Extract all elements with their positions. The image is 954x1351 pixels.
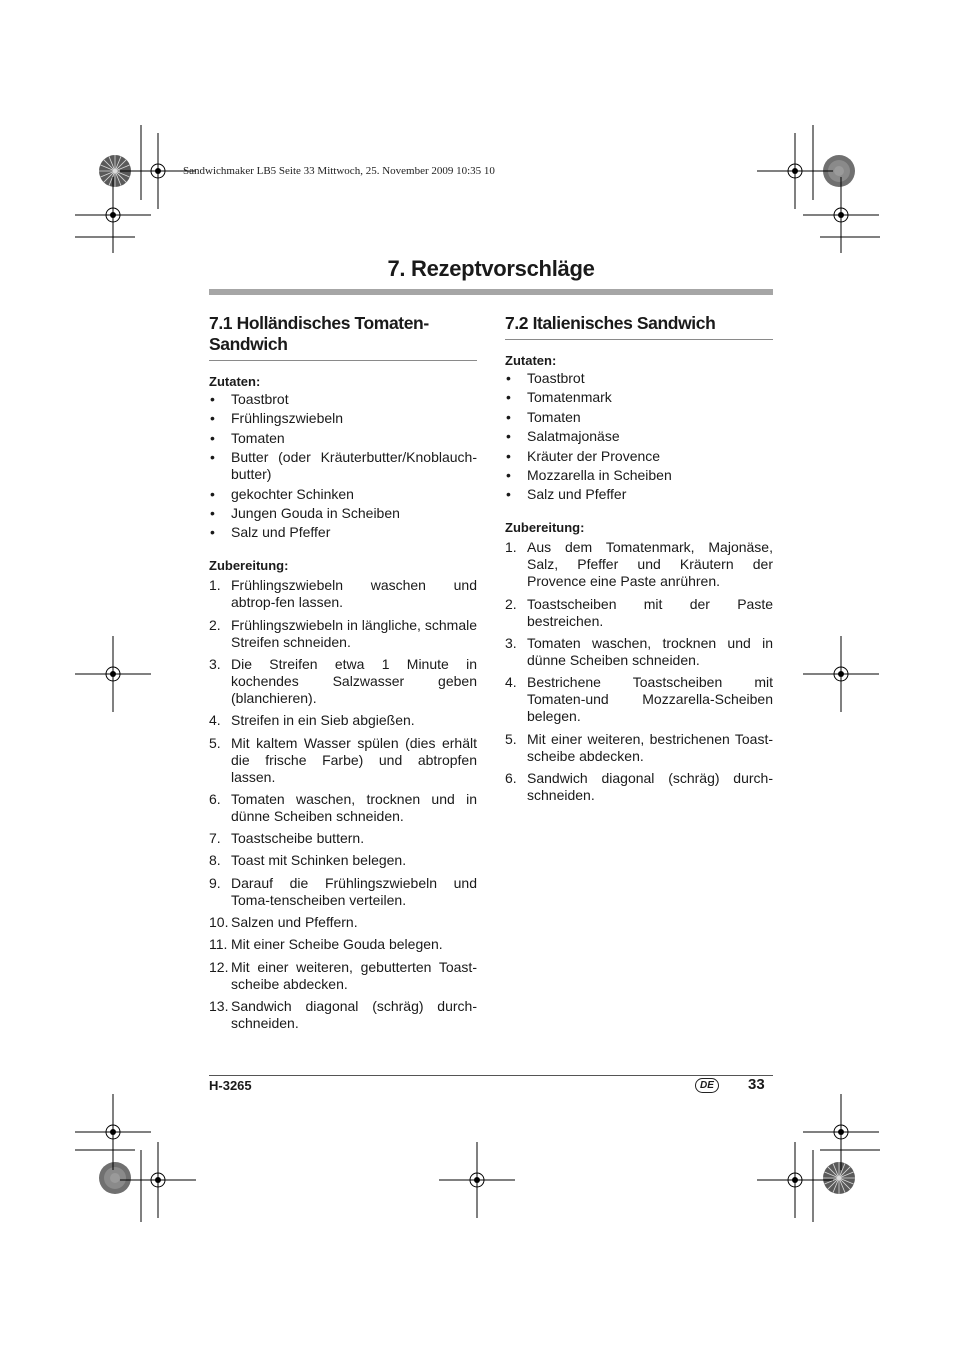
step-item: 1. Frühlingszwiebeln waschen und abtrop-fen lassen. bbox=[209, 577, 477, 611]
step-item: 10. Salzen und Pfeffern. bbox=[209, 914, 358, 931]
recipe-italian bbox=[505, 313, 773, 809]
bullet-icon: • bbox=[506, 486, 511, 503]
ingredient-item: • Salatmajonäse bbox=[506, 428, 620, 445]
page-number: 33 bbox=[748, 1076, 765, 1093]
bullet-icon: • bbox=[506, 370, 511, 386]
step-item: 7. Toastscheibe buttern. bbox=[209, 830, 365, 847]
bullet-icon: • bbox=[506, 466, 511, 483]
step-item: 4. Bestrichene Toastscheiben mit Tomaten-und Mozzarella-Scheiben belegen. bbox=[505, 674, 773, 725]
bullet-icon: • bbox=[210, 391, 215, 407]
page-title: 7. Rezeptvorschläge bbox=[387, 256, 595, 281]
step-item: 1. Aus dem Tomatenmark, Majonäse, Salz, Pfeffer und Kräutern der Provence eine Paste anrühren. bbox=[505, 539, 773, 590]
step-item: 3. Tomaten waschen, trocknen und in dünne Scheiben schneiden. bbox=[505, 634, 773, 668]
step-item: 6. Tomaten waschen, trocknen und in dünne Scheiben schneiden. bbox=[209, 790, 477, 824]
bullet-icon: • bbox=[506, 428, 511, 445]
ingredients-list bbox=[505, 370, 773, 503]
step-item: 5. Mit einer weiteren, bestrichenen Toast-scheibe abdecken. bbox=[505, 730, 773, 764]
step-item: 6. Sandwich diagonal (schräg) durch-schneiden. bbox=[505, 769, 773, 803]
bullet-icon: • bbox=[506, 408, 511, 425]
recipe-dutch bbox=[209, 313, 477, 1037]
ingredient-item: • Toastbrot bbox=[506, 370, 585, 386]
bullet-icon: • bbox=[210, 504, 215, 521]
step-item: 8. Toast mit Schinken belegen. bbox=[209, 852, 407, 869]
recipe-heading: 7.2 Italienisches Sandwich bbox=[505, 313, 773, 340]
step-item: 2. Toastscheiben mit der Paste bestreichen. bbox=[505, 595, 773, 629]
step-item: 13. Sandwich diagonal (schräg) durch-schneiden. bbox=[209, 997, 477, 1031]
recipe-heading: 7.1 Holländisches Tomaten-Sandwich bbox=[209, 313, 477, 361]
model-number: H-3265 bbox=[209, 1078, 252, 1093]
language-badge: DE bbox=[695, 1078, 719, 1093]
bullet-icon: • bbox=[210, 429, 215, 446]
footer-rule bbox=[209, 1075, 773, 1076]
bullet-icon: • bbox=[506, 447, 511, 464]
ingredient-item: • Toastbrot bbox=[210, 391, 289, 407]
ingredients-list bbox=[209, 391, 477, 541]
ingredient-item: • Salz und Pfeffer bbox=[506, 486, 627, 503]
ingredient-item: • Kräuter der Provence bbox=[506, 447, 661, 464]
bullet-icon: • bbox=[506, 389, 511, 406]
step-item: 2. Frühlingszwiebeln in längliche, schmale Streifen schneiden. bbox=[209, 616, 477, 650]
bullet-icon: • bbox=[210, 410, 215, 427]
ingredient-item: • Mozzarella in Scheiben bbox=[506, 466, 672, 483]
ingredient-item: • Tomatenmark bbox=[506, 389, 612, 406]
step-item: 9. Darauf die Frühlingszwiebeln und Toma-tenscheiben verteilen. bbox=[209, 874, 477, 908]
ingredient-item: • Tomaten bbox=[210, 429, 285, 446]
ingredient-item: • Tomaten bbox=[506, 408, 581, 425]
preparation-steps bbox=[209, 577, 477, 1032]
ingredient-item: • Frühlingszwiebeln bbox=[210, 410, 344, 427]
title-rule bbox=[209, 289, 773, 295]
ingredient-item: • Jungen Gouda in Scheiben bbox=[210, 504, 400, 521]
ingredient-item: • Salz und Pfeffer bbox=[210, 524, 331, 541]
print-slug: Sandwichmaker LB5 Seite 33 Mittwoch, 25. November 2009 10:35 10 bbox=[183, 165, 495, 177]
preparation-label: Zubereitung: bbox=[505, 520, 585, 536]
step-item: 5. Mit kaltem Wasser spülen (dies erhält die frische Farbe) und abtropfen lassen. bbox=[209, 734, 477, 785]
bullet-icon: • bbox=[210, 449, 215, 466]
preparation-steps bbox=[505, 539, 773, 803]
ingredient-item: • gekochter Schinken bbox=[210, 485, 354, 502]
ingredients-label: Zutaten: bbox=[209, 374, 261, 389]
step-item: 12. Mit einer weiteren, gebutterten Toast-scheibe abdecken. bbox=[209, 958, 477, 992]
step-item: 11. Mit einer Scheibe Gouda belegen. bbox=[209, 936, 443, 953]
step-item: 3. Die Streifen etwa 1 Minute in kochendes Salzwasser geben (blanchieren). bbox=[209, 655, 477, 706]
bullet-icon: • bbox=[210, 485, 215, 502]
ingredient-item: • Butter (oder Kräuterbutter/Knoblauch-butter) bbox=[210, 449, 477, 483]
bullet-icon: • bbox=[210, 524, 215, 541]
preparation-label: Zubereitung: bbox=[209, 558, 289, 574]
step-item: 4. Streifen in ein Sieb abgießen. bbox=[209, 712, 415, 729]
ingredients-label: Zutaten: bbox=[505, 353, 557, 368]
